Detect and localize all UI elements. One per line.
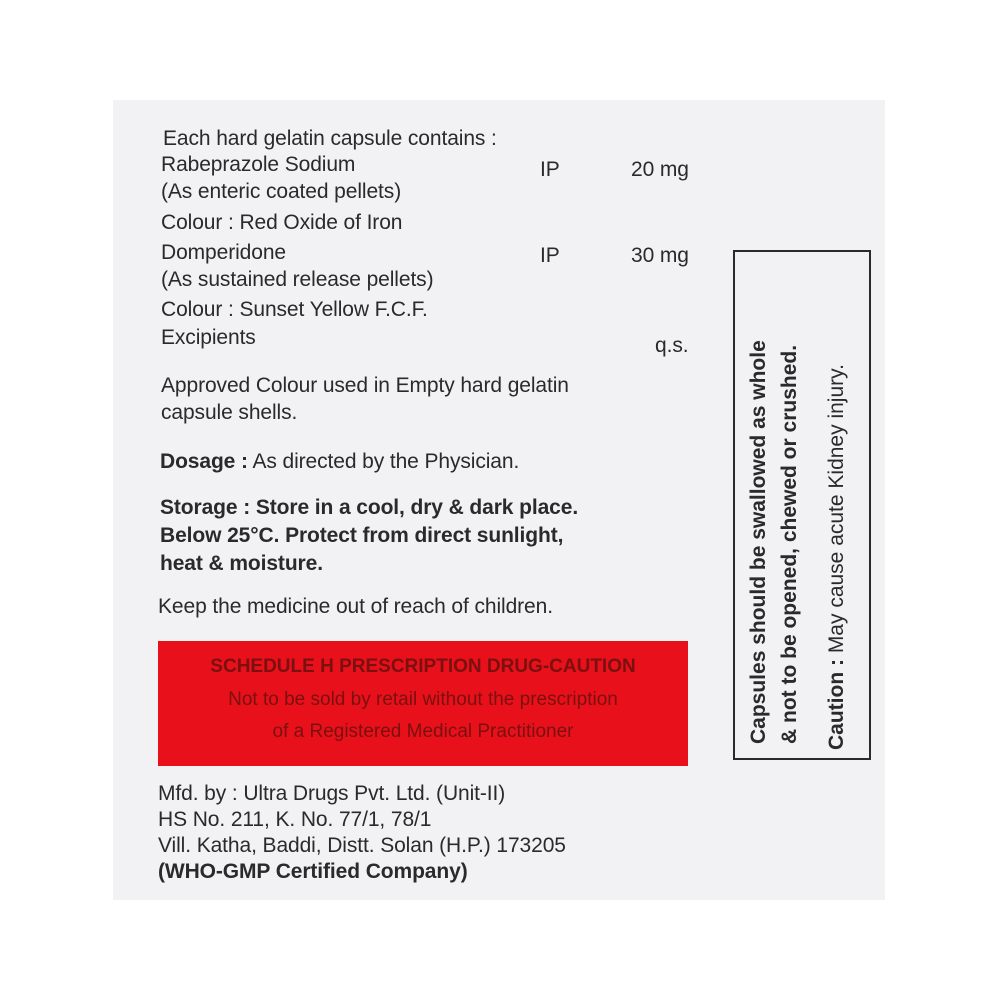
dosage-label: Dosage :: [160, 450, 248, 473]
approved-colour-line: Approved Colour used in Empty hard gelatin: [161, 374, 569, 397]
approved-colour-line: capsule shells.: [161, 401, 298, 424]
storage-line: Below 25°C. Protect from direct sunlight,: [160, 524, 564, 547]
capsule-warning-line: Capsules should be swallowed as whole: [747, 340, 770, 744]
caution-message: May cause acute Kidney injury.: [825, 364, 848, 660]
schedule-h-box: [158, 641, 688, 766]
schedule-line: Not to be sold by retail without the prescription: [228, 689, 618, 710]
ingredient-note: Colour : Red Oxide of Iron: [161, 211, 403, 234]
caution-text: [822, 364, 852, 750]
ingredient-name: Domperidone: [161, 241, 286, 264]
ingredient-note: Colour : Sunset Yellow F.C.F.: [161, 298, 428, 321]
manufacturer-line: Mfd. by : Ultra Drugs Pvt. Ltd. (Unit-II): [158, 782, 506, 805]
children-warning: Keep the medicine out of reach of children.: [158, 595, 553, 618]
ingredient-note: (As enteric coated pellets): [161, 180, 402, 203]
caution-column: [818, 250, 858, 750]
ingredient-strength: 20 mg: [631, 158, 689, 181]
storage-line: heat & moisture.: [160, 552, 323, 575]
storage-line: Storage : Store in a cool, dry & dark place.: [160, 496, 579, 519]
composition-heading: Each hard gelatin capsule contains :: [163, 127, 497, 150]
ingredient-standard: IP: [540, 244, 560, 267]
ingredient-standard: IP: [540, 158, 560, 181]
manufacturer-line: Vill. Katha, Baddi, Distt. Solan (H.P.) 173205: [158, 834, 566, 857]
ingredient-note: (As sustained release pellets): [161, 268, 434, 291]
caution-label: Caution :: [825, 659, 848, 750]
ingredient-strength: q.s.: [655, 334, 689, 357]
schedule-line: of a Registered Medical Practitioner: [272, 721, 574, 742]
carton-panel: [113, 100, 885, 900]
capsule-warning-text: [743, 264, 805, 744]
manufacturer-certification: (WHO-GMP Certified Company): [158, 860, 468, 883]
ingredient-name: Excipients: [161, 326, 256, 349]
dosage-line: [160, 450, 519, 474]
capsule-warning-line: & not to be opened, chewed or crushed.: [778, 344, 801, 744]
manufacturer-line: HS No. 211, K. No. 77/1, 78/1: [158, 808, 432, 831]
ingredient-strength: 30 mg: [631, 244, 689, 267]
ingredient-name: Rabeprazole Sodium: [161, 153, 356, 176]
dosage-text: As directed by the Physician.: [247, 450, 520, 473]
schedule-title: SCHEDULE H PRESCRIPTION DRUG-CAUTION: [210, 656, 636, 677]
